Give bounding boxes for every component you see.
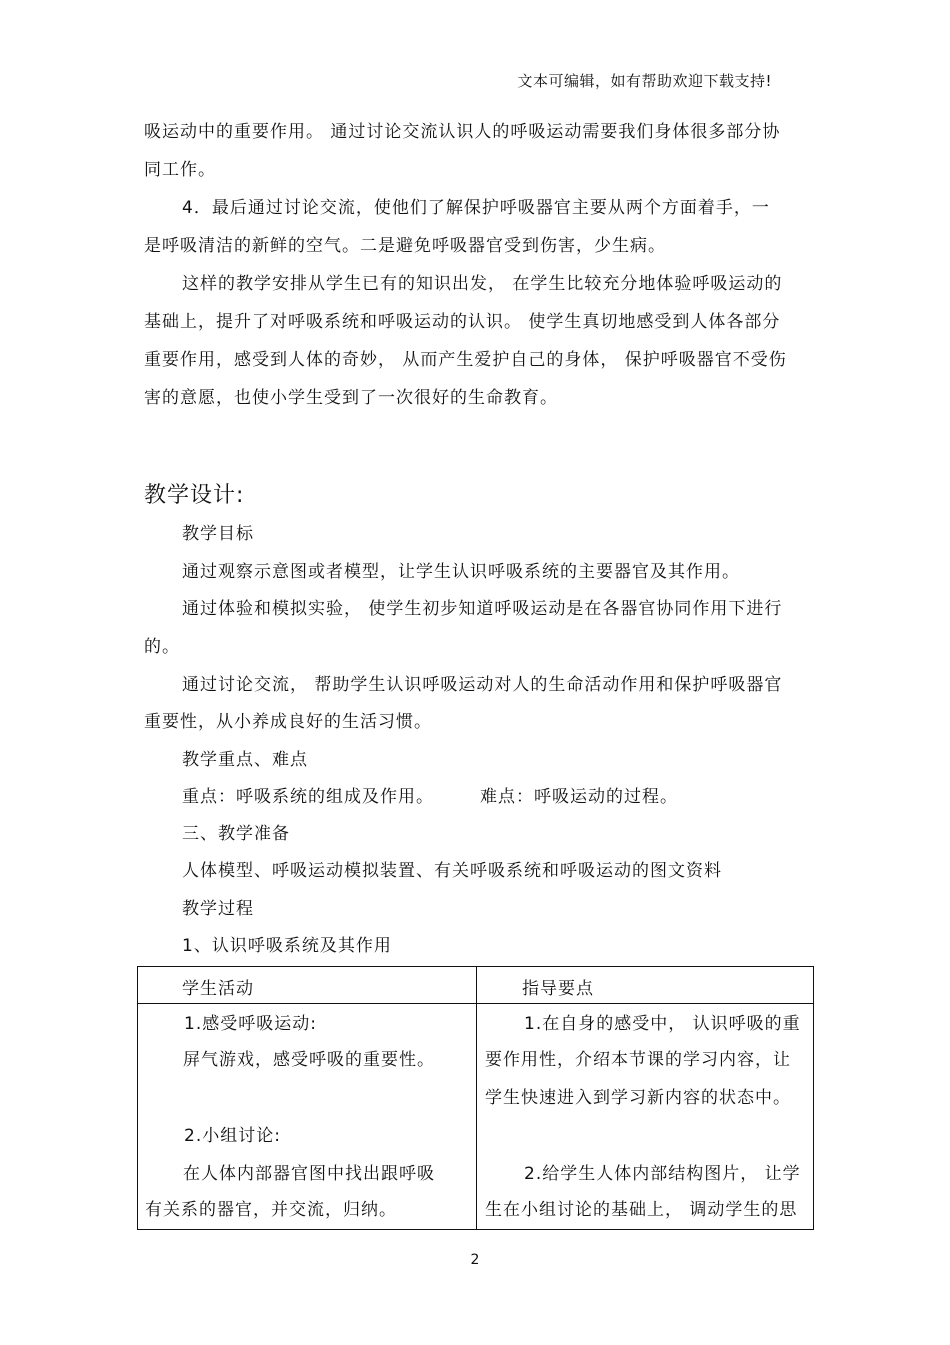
paragraph-line: 同工作。 [144, 160, 216, 180]
table-header-row [138, 967, 814, 1004]
cell-line: 生在小组讨论的基础上， 调动学生的思 [485, 1200, 798, 1220]
paragraph-line: 这样的教学安排从学生已有的知识出发， 在学生比较充分地体验呼吸运动的 [182, 274, 783, 294]
cell-line: 1.感受呼吸运动: [184, 1014, 317, 1034]
paragraph-line: 重要作用，感受到人体的奇妙， 从而产生爱护自己的身体， 保护呼吸器官不受伤 [144, 350, 787, 370]
page-header: 文本可编辑，如有帮助欢迎下载支持! [517, 72, 772, 90]
difficult-point: 难点：呼吸运动的过程。 [480, 787, 678, 807]
col1-header: 学生活动 [182, 979, 254, 999]
key-heading: 教学重点、难点 [182, 750, 308, 770]
step-heading: 1、认识呼吸系统及其作用 [182, 936, 392, 956]
prep-heading: 三、教学准备 [182, 824, 290, 844]
process-table [137, 966, 814, 1230]
col2-header: 指导要点 [522, 979, 594, 999]
cell-line: 有关系的器官，并交流，归纳。 [145, 1200, 397, 1220]
section-title: 教学设计: [144, 483, 245, 508]
goal-line: 通过讨论交流， 帮助学生认识呼吸运动对人的生命活动作用和保护呼吸器官 [182, 675, 783, 695]
goal-line: 重要性，从小养成良好的生活习惯。 [144, 712, 432, 732]
paragraph-line: 4．最后通过讨论交流，使他们了解保护呼吸器官主要从两个方面着手，一 [182, 198, 770, 218]
paragraph-line: 基础上，提升了对呼吸系统和呼吸运动的认识。 使学生真切地感受到人体各部分 [144, 312, 781, 332]
cell-line: 学生快速进入到学习新内容的状态中。 [485, 1088, 791, 1108]
cell-line: 1.在自身的感受中， 认识呼吸的重 [524, 1014, 801, 1034]
prep-items: 人体模型、呼吸运动模拟装置、有关呼吸系统和呼吸运动的图文资料 [182, 861, 722, 881]
paragraph-line: 害的意愿，也使小学生受到了一次很好的生命教育。 [144, 388, 558, 408]
goal-line: 通过体验和模拟实验， 使学生初步知道呼吸运动是在各器官协同作用下进行 [182, 599, 783, 619]
goal-line: 的。 [144, 637, 180, 657]
table-header-cell [477, 967, 814, 1004]
cell-line: 在人体内部器官图中找出跟呼吸 [183, 1164, 435, 1184]
paragraph-line: 吸运动中的重要作用。 通过讨论交流认识人的呼吸运动需要我们身体很多部分协 [144, 122, 781, 142]
page-number: 2 [470, 1252, 480, 1268]
cell-line: 要作用性，介绍本节课的学习内容，让 [485, 1050, 791, 1070]
table-header-cell [138, 967, 477, 1004]
cell-line: 2.小组讨论: [184, 1126, 281, 1146]
goal-heading: 教学目标 [182, 524, 254, 544]
cell-line: 2.给学生人体内部结构图片， 让学 [524, 1164, 801, 1184]
goal-line: 通过观察示意图或者模型，让学生认识呼吸系统的主要器官及其作用。 [182, 562, 740, 582]
key-point: 重点：呼吸系统的组成及作用。 [182, 787, 434, 807]
table-cell [138, 1004, 477, 1230]
cell-line: 屏气游戏，感受呼吸的重要性。 [183, 1050, 435, 1070]
process-heading: 教学过程 [182, 899, 254, 919]
table-row [138, 1004, 814, 1230]
table-cell [477, 1004, 814, 1230]
paragraph-line: 是呼吸清洁的新鲜的空气。二是避免呼吸器官受到伤害，少生病。 [144, 236, 666, 256]
